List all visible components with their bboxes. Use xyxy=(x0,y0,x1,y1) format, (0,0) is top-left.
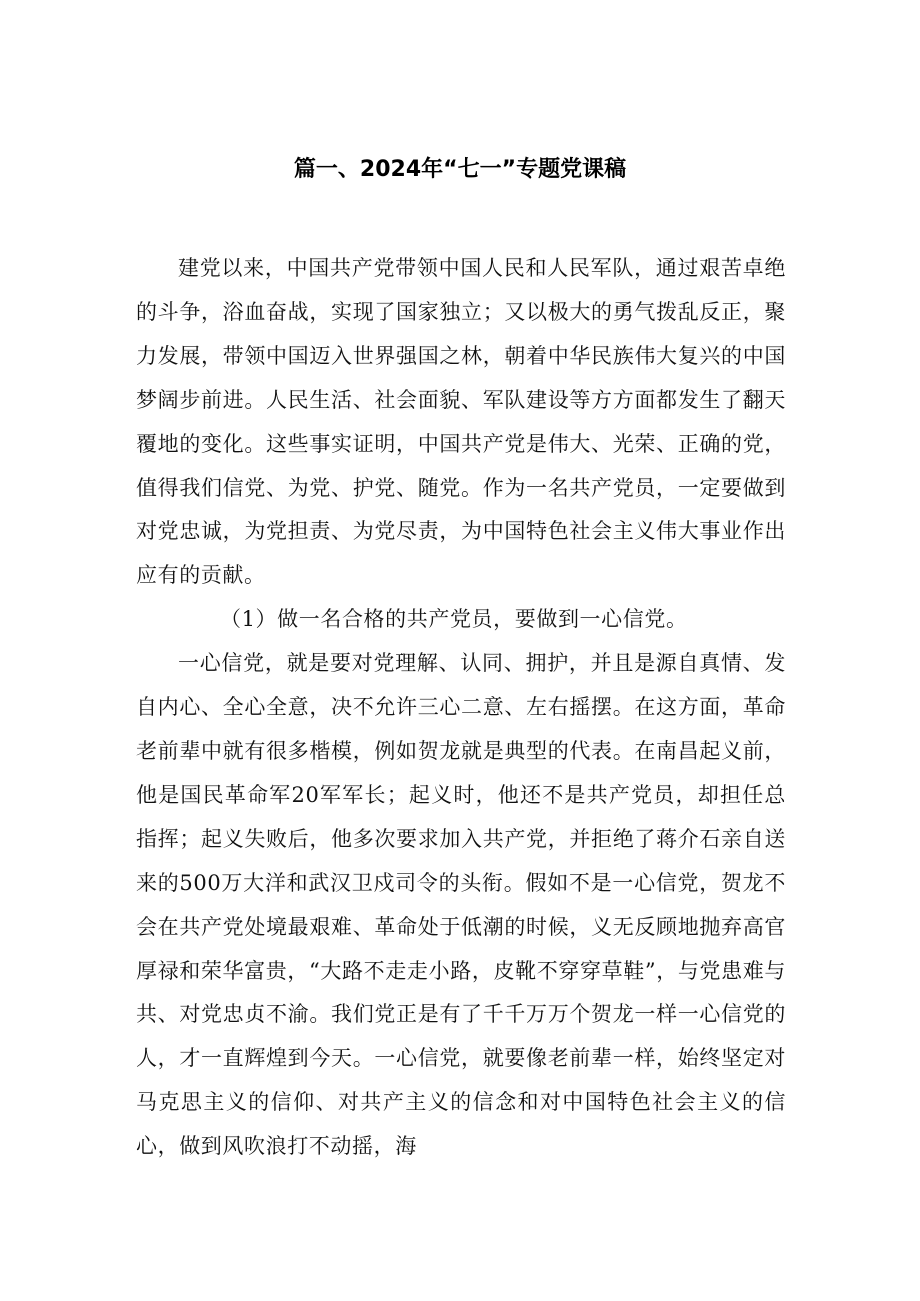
paragraph-intro: 建党以来，中国共产党带领中国人民和人民军队，通过艰苦卓绝的斗争，浴血奋战，实现了国家独立；又以极大的勇气拨乱反正，聚力发展，带领中国迈入世界强国之林，朝着中华民族伟大复兴的中国梦阔步前进。人民生活、社会面貌、军队建设等方方面都发生了翻天覆地的变化。这些事实证明，中国共产党是伟大、光荣、正确的党，值得我们信党、为党、护党、随党。作为一名共产党员，一定要做到对党忠诚，为党担责、为党尽责，为中国特色社会主义伟大事业作出应有的贡献。 xyxy=(136,256,786,588)
section-heading-1: （1）做一名合格的共产党员，要做到一心信党。 xyxy=(220,607,688,632)
paragraph-section-1: 一心信党，就是要对党理解、认同、拥护，并且是源自真情、发自内心、全心全意，决不允许三心二意、左右摇摆。在这方面，革命老前辈中就有很多楷模，例如贺龙就是典型的代表。在南昌起义前，他是国民革命军20军军长；起义时，他还不是共产党员，却担任总指挥；起义失败后，他多次要求加入共产党，并拒绝了蒋介石亲自送来的500万大洋和武汉卫戍司令的头衔。假如不是一心信党，贺龙不会在共产党处境最艰难、革命处于低潮的时候，义无反顾地抛弃高官厚禄和荣华富贵，“大路不走走小路，皮靴不穿穿草鞋”，与党患难与共、对党忠贞不渝。我们党正是有了千千万万个贺龙一样一心信党的人，才一直辉煌到今天。一心信党，就要像老前辈一样，始终坚定对马克思主义的信仰、对共产主义的信念和对中国特色社会主义的信心，做到风吹浪打不动摇，海 xyxy=(136,651,786,1159)
document-title: 篇一、2024年“七一”专题党课稿 xyxy=(293,157,627,182)
document-body xyxy=(136,247,786,1169)
